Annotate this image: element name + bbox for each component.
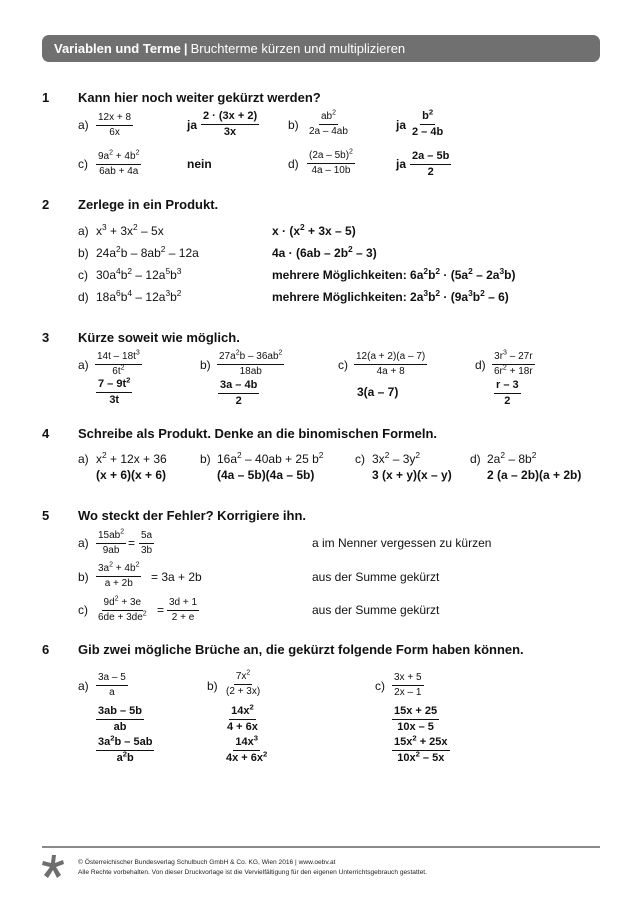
task-4a-expression: $x^2 + 12x + 36$ — [96, 450, 167, 466]
task-2c-answer: mehrere Möglichkeiten: $6a^2b^2 \cdot (5a^2 - 2a^3b)$ — [272, 266, 516, 282]
task-1a-answer: ja — [187, 118, 198, 132]
task-3-number: 3 — [42, 330, 50, 345]
task-1c-fraction: $\frac{9a^2 + 4b^2}{6ab + 4a}$ — [98, 149, 140, 177]
task-4-title: Schreibe als Produkt. Denke an die binomischen Formeln. — [78, 426, 438, 441]
task-1d-answer-fraction: $\frac{2a - 5b}{2}$ — [412, 150, 450, 178]
task-5c-equals: = — [157, 603, 165, 617]
task-4d-expression: $2a^2 - 8b^2$ — [487, 450, 537, 466]
task-4c-expression: $3x^2 - 3y^2$ — [372, 450, 421, 466]
task-3c-answer: 3(a – 7) — [357, 385, 399, 399]
task-2b-label: b) — [78, 246, 89, 260]
task-5c-answer: aus der Summe gekürzt — [312, 603, 440, 617]
task-1c-label: c) — [78, 157, 88, 171]
task-2a-answer: $x \cdot (x^2 + 3x - 5)$ — [272, 222, 356, 238]
task-2c-label: c) — [78, 268, 88, 282]
task-1-title: Kann hier noch weiter gekürzt werden? — [78, 90, 321, 105]
task-4-number: 4 — [42, 426, 50, 441]
task-6b-answer-2: $\frac{14x^3}{4x + 6x^2}$ — [226, 733, 268, 764]
task-5-title: Wo steckt der Fehler? Korrigiere ihn. — [78, 508, 307, 523]
task-4b-label: b) — [200, 452, 211, 466]
task-1d-fraction: $\frac{(2a - 5b)^2}{4a - 10b}$ — [309, 148, 353, 176]
task-5a-answer: a im Nenner vergessen zu kürzen — [312, 536, 492, 550]
task-3d-answer-fraction: $\frac{r - 3}{2}$ — [496, 379, 519, 407]
task-5a-result-fraction: $\frac{5a}{3b}$ — [141, 530, 153, 556]
task-5c-label: c) — [78, 603, 88, 617]
task-5a-equals: = — [128, 536, 136, 550]
task-4b-answer: (4a – 5b)(4a – 5b) — [217, 468, 315, 482]
task-1d-answer: ja — [396, 157, 407, 171]
task-1d-label: d) — [288, 157, 299, 171]
task-2d-label: d) — [78, 290, 89, 304]
task-5b-result: = 3a + 2b — [151, 570, 202, 584]
task-1a-label: a) — [78, 118, 89, 132]
task-1b-answer: ja — [396, 118, 407, 132]
task-2c-expression: $30a^4b^2 - 12a^5b^3$ — [96, 266, 182, 282]
task-6-number: 6 — [42, 642, 50, 657]
task-6a-answer-2: $\frac{3a^2b - 5ab}{a^2b}$ — [98, 733, 153, 764]
task-4d-label: d) — [470, 452, 481, 466]
task-1b-fraction: $\frac{ab^2}{2a - 4ab}$ — [309, 109, 348, 137]
task-1b-answer-fraction: $\frac{b^2}{2 - 4b}$ — [412, 107, 444, 138]
task-3-title: Kürze soweit wie möglich. — [78, 330, 240, 345]
task-6-title: Gib zwei mögliche Brüche an, die gekürzt folgende Form haben können. — [78, 642, 524, 657]
header-topic: Variablen und Terme — [54, 41, 181, 56]
task-6b-fraction: $\frac{7x^2}{(2 + 3x)}$ — [226, 669, 261, 697]
task-6a-answer-1: $\frac{3ab - 5b}{ab}$ — [98, 705, 143, 733]
task-1c-answer: nein — [187, 157, 212, 171]
task-3d-label: d) — [475, 358, 486, 372]
task-1a-fraction: $\frac{12x + 8}{6x}$ — [98, 112, 132, 138]
task-5b-label: b) — [78, 570, 89, 584]
task-4b-expression: $16a^2 - 40ab + 25$ $b^2$ — [217, 450, 324, 466]
task-2b-answer: $4a \cdot (6ab - 2b^2 - 3)$ — [272, 244, 377, 260]
task-4a-label: a) — [78, 452, 89, 466]
task-3a-label: a) — [78, 358, 89, 372]
task-2d-expression: $18a^6b^4 - 12a^3b^2$ — [96, 288, 182, 304]
task-3b-answer-fraction: $\frac{3a - 4b}{2}$ — [220, 379, 258, 407]
task-2-number: 2 — [42, 197, 50, 212]
task-6a-fraction: $\frac{3a - 5}{a}$ — [98, 672, 126, 698]
task-3d-fraction: $\frac{3r^3 - 27r}{6r^2 + 18r}$ — [494, 349, 533, 377]
task-6c-fraction: $\frac{3x + 5}{2x - 1}$ — [394, 672, 422, 698]
publisher-logo-icon — [40, 853, 66, 881]
task-6c-label: c) — [375, 679, 385, 693]
task-3c-label: c) — [338, 358, 348, 372]
task-6c-answer-1: $\frac{15x + 25}{10x - 5}$ — [394, 705, 438, 733]
task-1a-answer-fraction: $\frac{2 \cdot (3x + 2)}{3x}$ — [203, 110, 258, 138]
task-2a-label: a) — [78, 224, 89, 238]
header-separator: | — [183, 41, 188, 56]
task-6b-label: b) — [207, 679, 218, 693]
task-4a-answer: (x + 6)(x + 6) — [96, 468, 167, 482]
task-3a-answer-fraction: $\frac{7 - 9t^2}{3t}$ — [98, 375, 131, 406]
task-3b-fraction: $\frac{27a^2b - 36ab^2}{18ab}$ — [219, 349, 283, 377]
task-4c-answer: 3 (x + y)(x – y) — [372, 468, 452, 482]
page-header — [42, 35, 600, 62]
task-2a-expression: $x^3 + 3x^2 - 5x$ — [96, 222, 164, 238]
task-2d-answer: mehrere Möglichkeiten: $2a^3b^2 \cdot (9a^3b^2 - 6)$ — [272, 288, 509, 304]
task-6a-label: a) — [78, 679, 89, 693]
task-5b-fraction: $\frac{3a^2 + 4b^2}{a + 2b}$ — [98, 561, 140, 589]
task-5c-fraction: $\frac{9d^2 + 3e}{6de + 3de^2}$ — [98, 595, 147, 623]
task-6c-answer-2: $\frac{15x^2 + 25x}{10x^2 - 5x}$ — [394, 733, 448, 764]
task-1b-label: b) — [288, 118, 299, 132]
task-5b-answer: aus der Summe gekürzt — [312, 570, 440, 584]
task-3c-fraction: $\frac{12(a + 2)(a - 7)}{4a + 8}$ — [356, 351, 426, 377]
task-4d-answer: 2 (a – 2b)(a + 2b) — [487, 468, 582, 482]
task-2-title: Zerlege in ein Produkt. — [78, 197, 219, 212]
task-5a-label: a) — [78, 536, 89, 550]
task-4c-label: c) — [355, 452, 365, 466]
header-subtitle: Bruchterme kürzen und multiplizieren — [190, 41, 406, 56]
task-5c-result-fraction: $\frac{3d + 1}{2 + e}$ — [169, 597, 198, 623]
task-3b-label: b) — [200, 358, 211, 372]
task-5-number: 5 — [42, 508, 50, 523]
task-3a-fraction: $\frac{14t - 18t^3}{6t^2}$ — [97, 349, 140, 377]
task-1-number: 1 — [42, 90, 50, 105]
footer-rights: Alle Rechte vorbehalten. Von dieser Druckvorlage ist die Vervielfältigung für den eigenen Unterrichtsgebrauch gestattet. — [78, 869, 427, 876]
footer-divider — [42, 846, 600, 848]
footer-copyright: © Österreichischer Bundesverlag Schulbuch GmbH & Co. KG, Wien 2016 | www.oebv.at — [78, 859, 336, 866]
task-5a-fraction: $\frac{15ab^2}{9ab}$ — [98, 528, 125, 556]
task-2b-expression: $24a^2b - 8ab^2 - 12a$ — [96, 244, 199, 260]
task-6b-answer-1: $\frac{14x^2}{4 + 6x}$ — [227, 702, 258, 733]
